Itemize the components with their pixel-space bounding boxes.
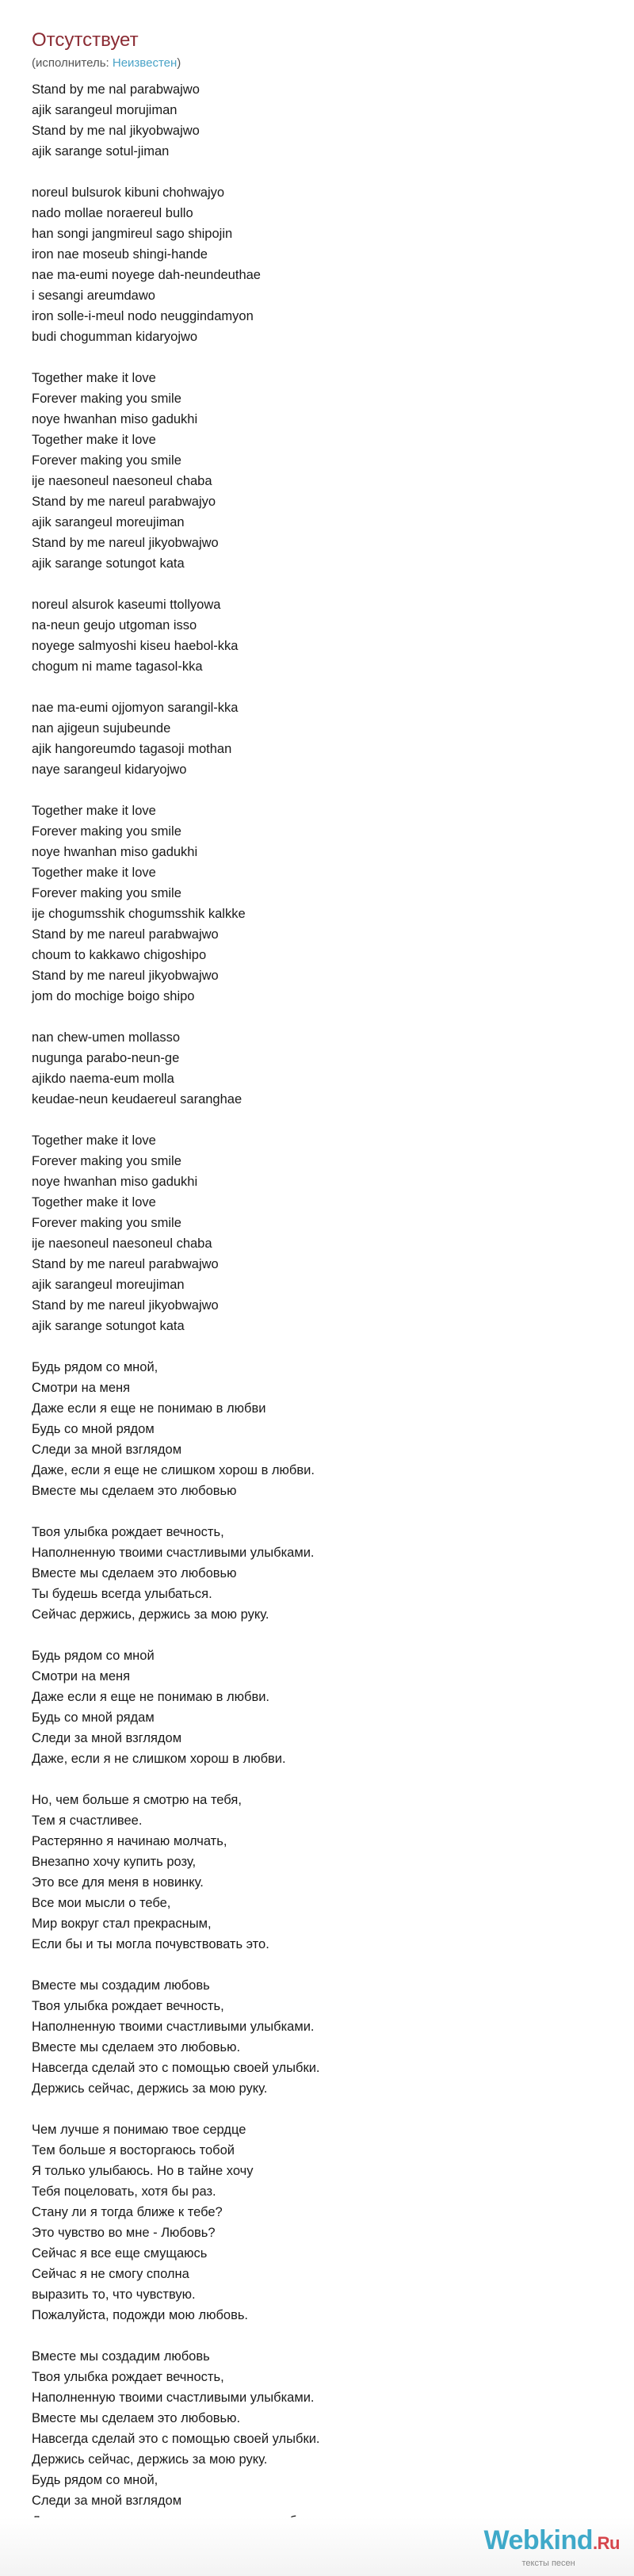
lyrics-stanza: [32, 1645, 602, 1769]
lyric-line: Пожалуйста, подожди мою любовь.: [32, 2308, 249, 2322]
lyric-line: Сейчас держись, держись за мою руку.: [32, 1607, 269, 1622]
lyric-line: Даже если я еще не понимаю в любви.: [32, 1690, 270, 1704]
lyric-line: Следи за мной взглядом: [32, 1731, 182, 1745]
lyric-line: Будь со мной рядам: [32, 1710, 155, 1725]
lyric-line: Это все для меня в новинку.: [32, 1875, 204, 1890]
lyric-line: Stand by me nareul jikyobwajwo: [32, 1298, 219, 1313]
lyric-line: Смотри на меня: [32, 1381, 131, 1395]
lyric-line: Forever making you smile: [32, 453, 181, 468]
lyric-line: выразить то, что чувствую.: [32, 2287, 196, 2302]
lyric-line: Stand by me nareul parabwajwo: [32, 927, 219, 942]
lyric-line: ije chogumsshik chogumsshik kalkke: [32, 907, 246, 921]
lyric-line: Forever making you smile: [32, 1216, 181, 1230]
lyric-line: Будь рядом со мной: [32, 1649, 155, 1663]
lyric-line: nan chew-umen mollasso: [32, 1030, 181, 1045]
lyrics-stanza: [32, 2346, 602, 2532]
lyric-line: Вместе мы сделаем это любовью.: [32, 2411, 241, 2425]
lyrics-stanza: [32, 1975, 602, 2099]
lyric-line: Вместе мы создадим любовь: [32, 2349, 210, 2364]
lyric-line: Держись сейчас, держись за мою руку.: [32, 2452, 268, 2467]
lyric-line: Together make it love: [32, 866, 156, 880]
lyric-line: noreul alsurok kaseumi ttollyowa: [32, 598, 221, 612]
lyric-line: keudae-neun keudaereul saranghae: [32, 1092, 243, 1106]
lyric-line: noye hwanhan miso gadukhi: [32, 412, 198, 426]
lyric-line: ajik sarange sotungot kata: [32, 556, 185, 571]
lyric-line: Чем лучше я понимаю твое сердце: [32, 2123, 246, 2137]
lyric-line: Вместе мы создадим любовь: [32, 1978, 210, 1993]
lyric-line: i sesangi areumdawo: [32, 289, 155, 303]
lyric-line: Вместе мы сделаем это любовью: [32, 1484, 237, 1498]
lyric-line: Если бы и ты могла почувствовать это.: [32, 1937, 269, 1951]
lyric-line: noreul bulsurok kibuni chohwajyo: [32, 185, 225, 200]
lyrics-stanza: [32, 79, 602, 162]
lyric-line: ajik sarangeul morujiman: [32, 103, 178, 117]
lyric-line: ajik sarangeul moreujiman: [32, 1278, 185, 1292]
lyric-line: chogum ni mame tagasol-kka: [32, 659, 203, 674]
artist-suffix: ): [177, 56, 181, 70]
lyric-line: Together make it love: [32, 433, 156, 447]
artist-link[interactable]: Неизвестен: [112, 56, 178, 70]
logo-tagline: тексты песен: [521, 2559, 575, 2568]
lyric-line: ajik sarange sotul-jiman: [32, 144, 170, 159]
lyric-line: Мир вокруг стал прекрасным,: [32, 1917, 212, 1931]
lyric-line: Сейчас я все еще смущаюсь: [32, 2246, 208, 2261]
logo-tld: .Ru: [593, 2533, 620, 2553]
lyric-line: Будь рядом со мной,: [32, 1360, 158, 1374]
lyric-line: iron nae moseub shingi-hande: [32, 247, 208, 262]
logo-kind: kind: [539, 2525, 594, 2555]
lyric-line: Forever making you smile: [32, 886, 181, 900]
lyric-line: Тем я счастливее.: [32, 1814, 143, 1828]
lyric-line: Даже, если я не слишком хорош в любви.: [32, 1752, 286, 1766]
lyrics-stanza: [32, 801, 602, 1007]
lyric-line: ajik sarangeul moreujiman: [32, 515, 185, 529]
lyrics-stanza: [32, 1357, 602, 1501]
artist-line: [32, 55, 602, 71]
lyric-line: ajik sarange sotungot kata: [32, 1319, 185, 1333]
lyric-line: Together make it love: [32, 1195, 156, 1210]
lyrics-stanza: [32, 1790, 602, 1955]
lyric-line: nan ajigeun sujubeunde: [32, 721, 171, 736]
lyric-line: ajik hangoreumdo tagasoji mothan: [32, 742, 232, 756]
lyric-line: Вместе мы сделаем это любовью: [32, 1566, 237, 1580]
footer: [0, 2517, 634, 2576]
lyric-line: ajikdo naema-eum molla: [32, 1072, 174, 1086]
lyric-line: Все мои мысли о тебе,: [32, 1896, 171, 1910]
lyric-line: noye hwanhan miso gadukhi: [32, 845, 198, 859]
lyric-line: Твоя улыбка рождает вечность,: [32, 1999, 224, 2013]
lyric-line: Наполненную твоими счастливыми улыбками.: [32, 2391, 315, 2405]
lyric-line: nae ma-eumi noyege dah-neundeuthae: [32, 268, 261, 282]
lyric-line: ije naesoneul naesoneul chaba: [32, 1236, 212, 1251]
lyric-line: noyege salmyoshi kiseu haebol-kka: [32, 639, 239, 653]
lyric-line: Together make it love: [32, 804, 156, 818]
lyric-line: Твоя улыбка рождает вечность,: [32, 1525, 224, 1539]
lyrics-stanza: [32, 1130, 602, 1336]
lyric-line: Будь рядом со мной,: [32, 2473, 158, 2487]
lyrics-body: [32, 79, 602, 2532]
lyric-line: Together make it love: [32, 371, 156, 385]
lyric-line: jom do mochige boigo shipo: [32, 989, 195, 1003]
lyrics-stanza: [32, 594, 602, 677]
lyric-line: Навсегда сделай это с помощью своей улыбки.: [32, 2061, 320, 2075]
lyric-line: iron solle-i-meul nodo neuggindamyon: [32, 309, 254, 323]
lyric-line: Сейчас я не смогу сполна: [32, 2267, 189, 2281]
lyric-line: naye sarangeul kidaryojwo: [32, 762, 187, 777]
lyric-line: na-neun geujo utgoman isso: [32, 618, 197, 633]
lyric-line: Это чувство во мне - Любовь?: [32, 2226, 216, 2240]
lyric-line: Stand by me nareul parabwajwo: [32, 1257, 219, 1271]
lyrics-stanza: [32, 368, 602, 574]
lyric-line: Forever making you smile: [32, 1154, 181, 1168]
lyric-line: nae ma-eumi ojjomyon sarangil-kka: [32, 701, 239, 715]
lyric-line: Растерянно я начинаю молчать,: [32, 1834, 227, 1848]
lyric-line: noye hwanhan miso gadukhi: [32, 1175, 198, 1189]
lyric-line: Держись сейчас, держись за мою руку.: [32, 2081, 268, 2096]
lyrics-stanza: [32, 698, 602, 780]
lyric-line: Следи за мной взглядом: [32, 2494, 182, 2508]
artist-prefix: (исполнитель:: [32, 56, 113, 70]
lyric-line: Внезапно хочу купить розу,: [32, 1855, 197, 1869]
lyrics-stanza: [32, 2119, 602, 2326]
site-logo[interactable]: [483, 2525, 620, 2568]
lyric-line: Наполненную твоими счастливыми улыбками.: [32, 2020, 315, 2034]
lyric-line: Вместе мы сделаем это любовью.: [32, 2040, 241, 2054]
lyric-line: Будь со мной рядом: [32, 1422, 155, 1436]
lyric-line: Тем больше я восторгаюсь тобой: [32, 2143, 235, 2157]
lyric-line: Но, чем больше я смотрю на тебя,: [32, 1793, 242, 1807]
lyric-line: Смотри на меня: [32, 1669, 131, 1684]
song-title: Отсутствует: [32, 29, 139, 51]
lyrics-stanza: [32, 1027, 602, 1110]
lyric-line: Stand by me nareul parabwajyo: [32, 495, 216, 509]
lyric-line: Даже, если я еще не слишком хорош в любви.: [32, 1463, 315, 1477]
lyric-line: Навсегда сделай это с помощью своей улыбки.: [32, 2432, 320, 2446]
lyric-line: Stand by me nal parabwajwo: [32, 82, 200, 97]
lyric-line: nado mollae noraereul bullo: [32, 206, 193, 220]
lyric-line: Я только улыбаюсь. Но в тайне хочу: [32, 2164, 254, 2178]
lyric-line: Твоя улыбка рождает вечность,: [32, 2370, 224, 2384]
lyrics-stanza: [32, 1522, 602, 1625]
lyric-line: ije naesoneul naesoneul chaba: [32, 474, 212, 488]
lyric-line: Стану ли я тогда ближе к тебе?: [32, 2205, 223, 2219]
lyric-line: Forever making you smile: [32, 824, 181, 839]
lyric-line: Наполненную твоими счастливыми улыбками.: [32, 1546, 315, 1560]
lyric-line: Forever making you smile: [32, 392, 181, 406]
lyric-line: Следи за мной взглядом: [32, 1443, 182, 1457]
lyric-line: nugunga parabo-neun-ge: [32, 1051, 180, 1065]
lyric-line: choum to kakkawo chigoshipo: [32, 948, 207, 962]
lyric-line: Stand by me nareul jikyobwajwo: [32, 536, 219, 550]
lyric-line: Stand by me nal jikyobwajwo: [32, 124, 200, 138]
logo-web: Web: [483, 2525, 540, 2555]
lyric-line: Together make it love: [32, 1133, 156, 1148]
logo-wordmark: [483, 2525, 620, 2559]
lyrics-stanza: [32, 182, 602, 347]
lyric-line: Тебя поцеловать, хотя бы раз.: [32, 2184, 216, 2199]
lyric-line: Даже если я еще не понимаю в любви: [32, 1401, 266, 1416]
lyric-line: han songi jangmireul sago shipojin: [32, 227, 233, 241]
lyric-line: Ты будешь всегда улыбаться.: [32, 1587, 212, 1601]
lyric-line: Stand by me nareul jikyobwajwo: [32, 969, 219, 983]
lyric-line: budi chogumman kidaryojwo: [32, 330, 198, 344]
